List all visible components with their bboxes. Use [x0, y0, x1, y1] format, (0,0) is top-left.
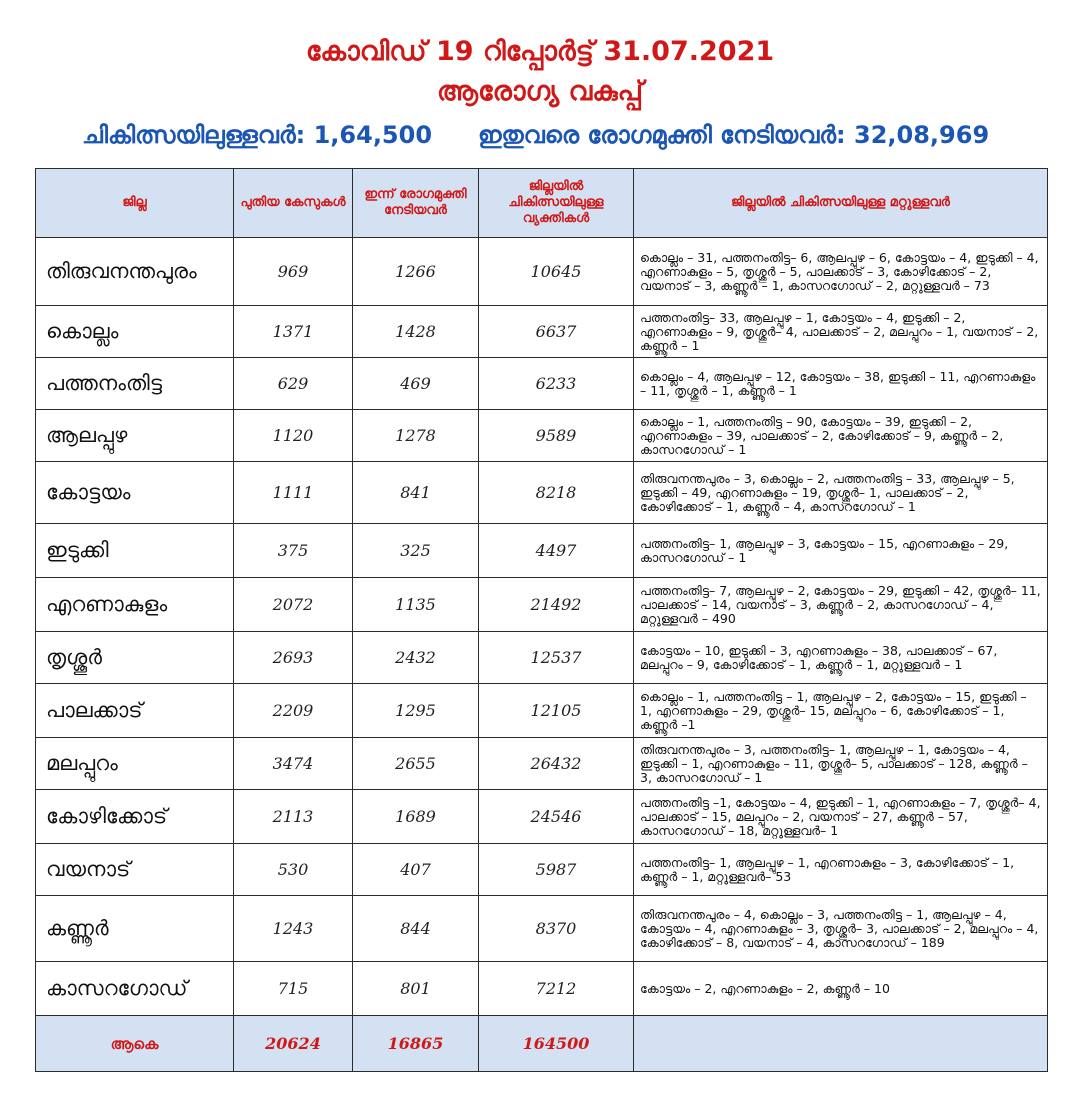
- others-cell: പത്തനംതിട്ട –1, കോട്ടയം – 4, ഇടുക്കി – 1, എറണാകുളം – 7, തൃശ്ശൂർ– 4, പാലക്കാട് – 15, മലപ്പുറം – 2, വയനാട് – 27, കണ്ണൂർ – 57, കാസറഗോഡ് – 18, മറ്റുള്ളവർ– 1: [634, 790, 1048, 844]
- total-row: [36, 1016, 1048, 1072]
- under-treatment-cell: 4497: [479, 524, 634, 578]
- new-cases-cell: 1371: [234, 306, 353, 358]
- new-cases-cell: 1111: [234, 462, 353, 524]
- header-under-treatment: ജില്ലയിൽ ചികിത്സയിലുള്ള വ്യക്തികൾ: [479, 169, 634, 238]
- header-recovered-today: ഇന്ന് രോഗമുക്തി നേടിയവർ: [353, 169, 479, 238]
- table-row: [36, 684, 1048, 738]
- total-under-treatment: 164500: [479, 1016, 634, 1072]
- recovered-cell: 1428: [353, 306, 479, 358]
- others-cell: പത്തനംതിട്ട– 7, ആലപ്പുഴ – 2, കോട്ടയം – 29, ഇടുക്കി – 42, തൃശ്ശൂർ– 11, പാലക്കാട് – 14, വയനാട് – 3, കണ്ണൂർ – 2, കാസറഗോഡ് – 4, മറ്റുള്ളവർ – 490: [634, 578, 1048, 632]
- recovered-cell: 1135: [353, 578, 479, 632]
- new-cases-cell: 2113: [234, 790, 353, 844]
- table-row: [36, 238, 1048, 306]
- district-cell: എറണാകുളം: [36, 578, 234, 632]
- new-cases-cell: 530: [234, 844, 353, 896]
- table-row: [36, 524, 1048, 578]
- district-cell: പാലക്കാട്: [36, 684, 234, 738]
- table-row: [36, 738, 1048, 790]
- district-cell: ഇടുക്കി: [36, 524, 234, 578]
- district-cell: ആലപ്പുഴ: [36, 410, 234, 462]
- others-cell: കോട്ടയം – 10, ഇടുക്കി – 3, എറണാകുളം – 38, പാലക്കാട് – 67, മലപ്പുറം – 9, കോഴിക്കോട് – 1, കണ്ണൂർ – 1, മറ്റുള്ളവർ – 1: [634, 632, 1048, 684]
- district-report-table: [35, 168, 1048, 1072]
- others-cell: കൊല്ലം – 1, പത്തനംതിട്ട – 1, ആലപ്പുഴ – 2, കോട്ടയം – 15, ഇടുക്കി – 1, എറണാകുളം – 29, തൃശ്ശൂർ– 15, മലപ്പുറം – 6, കോഴിക്കോട് – 1, കണ്ണൂർ –1: [634, 684, 1048, 738]
- new-cases-cell: 2209: [234, 684, 353, 738]
- under-treatment-cell: 12537: [479, 632, 634, 684]
- under-treatment-cell: 12105: [479, 684, 634, 738]
- new-cases-cell: 2072: [234, 578, 353, 632]
- table-row: [36, 578, 1048, 632]
- under-treatment-summary: ചികിത്സയിലുള്ളവർ: 1,64,500: [82, 121, 433, 149]
- under-treatment-cell: 6637: [479, 306, 634, 358]
- recovered-cell: 1278: [353, 410, 479, 462]
- under-treatment-cell: 24546: [479, 790, 634, 844]
- total-recovered: 16865: [353, 1016, 479, 1072]
- others-cell: പത്തനംതിട്ട– 1, ആലപ്പുഴ – 1, എറണാകുളം – 3, കോഴിക്കോട് – 1, കണ്ണൂർ – 1, മറ്റുള്ളവർ– 53: [634, 844, 1048, 896]
- new-cases-cell: 629: [234, 358, 353, 410]
- under-treatment-cell: 10645: [479, 238, 634, 306]
- others-cell: കോട്ടയം – 2, എറണാകുളം – 2, കണ്ണൂർ – 10: [634, 962, 1048, 1016]
- others-cell: കൊല്ലം – 31, പത്തനംതിട്ട– 6, ആലപ്പുഴ – 6, കോട്ടയം – 4, ഇടുക്കി – 4, എറണാകുളം – 5, തൃശ്ശൂർ – 5, പാലക്കാട് – 3, കോഴിക്കോട് – 2, വയനാട് – 3, കണ്ണൂർ – 1, കാസറഗോഡ് – 2, മറ്റുള്ളവർ – 73: [634, 238, 1048, 306]
- header-new-cases: പുതിയ കേസുകൾ: [234, 169, 353, 238]
- recovered-cell: 407: [353, 844, 479, 896]
- recovered-cell: 2432: [353, 632, 479, 684]
- total-others-empty: [634, 1016, 1048, 1072]
- others-cell: പത്തനംതിട്ട– 1, ആലപ്പുഴ – 3, കോട്ടയം – 15, എറണാകുളം – 29, കാസറഗോഡ് – 1: [634, 524, 1048, 578]
- district-cell: കോട്ടയം: [36, 462, 234, 524]
- table-row: [36, 844, 1048, 896]
- new-cases-cell: 2693: [234, 632, 353, 684]
- others-cell: തിരുവനന്തപുരം – 4, കൊല്ലം – 3, പത്തനംതിട്ട – 1, ആലപ്പുഴ – 4, കോട്ടയം – 4, എറണാകുളം – 3, തൃശ്ശൂർ– 3, പാലക്കാട് – 2, മലപ്പുറം – 4, കോഴിക്കോട് – 8, വയനാട് – 4, കാസറഗോഡ് – 189: [634, 896, 1048, 962]
- table-row: [36, 632, 1048, 684]
- district-cell: കണ്ണൂർ: [36, 896, 234, 962]
- recovered-cell: 844: [353, 896, 479, 962]
- new-cases-cell: 715: [234, 962, 353, 1016]
- table-row: [36, 410, 1048, 462]
- district-cell: കൊല്ലം: [36, 306, 234, 358]
- recovered-total-summary: ഇതുവരെ രോഗമുക്തി നേടിയവർ: 32,08,969: [478, 121, 990, 149]
- department-name: ആരോഗ്യ വകുപ്പ്: [436, 76, 644, 107]
- others-cell: കൊല്ലം – 4, ആലപ്പുഴ – 12, കോട്ടയം – 38, ഇടുക്കി – 11, എറണാകുളം – 11, തൃശ്ശൂർ – 1, കണ്ണൂർ – 1: [634, 358, 1048, 410]
- others-cell: തിരുവനന്തപുരം – 3, പത്തനംതിട്ട– 1, ആലപ്പുഴ – 1, കോട്ടയം – 4, ഇടുക്കി – 1, എറണാകുളം – 11, തൃശ്ശൂർ– 5, പാലക്കാട് – 128, കണ്ണൂർ – 3, കാസറഗോഡ് – 1: [634, 738, 1048, 790]
- district-cell: മലപ്പുറം: [36, 738, 234, 790]
- others-cell: തിരുവനന്തപുരം – 3, കൊല്ലം – 2, പത്തനംതിട്ട – 33, ആലപ്പുഴ – 5, ഇടുക്കി – 49, എറണാകുളം – 19, തൃശ്ശൂർ– 1, പാലക്കാട് – 2, കോഴിക്കോട് – 1, കണ്ണൂർ – 4, കാസറഗോഡ് – 1: [634, 462, 1048, 524]
- district-cell: കോഴിക്കോട്: [36, 790, 234, 844]
- recovered-cell: 1689: [353, 790, 479, 844]
- table-header-row: [36, 169, 1048, 238]
- new-cases-cell: 1120: [234, 410, 353, 462]
- under-treatment-cell: 9589: [479, 410, 634, 462]
- recovered-cell: 801: [353, 962, 479, 1016]
- recovered-cell: 469: [353, 358, 479, 410]
- table-row: [36, 306, 1048, 358]
- recovered-cell: 325: [353, 524, 479, 578]
- under-treatment-cell: 5987: [479, 844, 634, 896]
- recovered-cell: 1266: [353, 238, 479, 306]
- under-treatment-cell: 21492: [479, 578, 634, 632]
- under-treatment-cell: 8218: [479, 462, 634, 524]
- district-cell: തൃശ്ശൂർ: [36, 632, 234, 684]
- under-treatment-cell: 8370: [479, 896, 634, 962]
- under-treatment-cell: 26432: [479, 738, 634, 790]
- table-body: [36, 238, 1048, 1016]
- recovered-cell: 2655: [353, 738, 479, 790]
- header-others: ജില്ലയിൽ ചികിത്സയിലുള്ള മറ്റുള്ളവർ: [634, 169, 1048, 238]
- total-new-cases: 20624: [234, 1016, 353, 1072]
- table-row: [36, 462, 1048, 524]
- district-cell: വയനാട്: [36, 844, 234, 896]
- district-cell: പത്തനംതിട്ട: [36, 358, 234, 410]
- recovered-cell: 1295: [353, 684, 479, 738]
- table-row: [36, 790, 1048, 844]
- others-cell: കൊല്ലം – 1, പത്തനംതിട്ട – 90, കോട്ടയം – 39, ഇടുക്കി – 2, എറണാകുളം – 39, പാലക്കാട് – 2, കോഴിക്കോട് – 9, കണ്ണൂർ – 2, കാസറഗോഡ് – 1: [634, 410, 1048, 462]
- district-cell: തിരുവനന്തപുരം: [36, 238, 234, 306]
- new-cases-cell: 3474: [234, 738, 353, 790]
- others-cell: പത്തനംതിട്ട– 33, ആലപ്പുഴ – 1, കോട്ടയം – 4, ഇടുക്കി – 2, എറണാകുളം – 9, തൃശ്ശൂർ– 4, പാലക്കാട് – 2, മലപ്പുറം – 1, വയനാട് – 2, കണ്ണൂർ – 1: [634, 306, 1048, 358]
- district-cell: കാസറഗോഡ്: [36, 962, 234, 1016]
- table-row: [36, 962, 1048, 1016]
- header-district: ജില്ല: [36, 169, 234, 238]
- table-row: [36, 896, 1048, 962]
- new-cases-cell: 969: [234, 238, 353, 306]
- total-label: ആകെ: [36, 1016, 234, 1072]
- table-row: [36, 358, 1048, 410]
- new-cases-cell: 375: [234, 524, 353, 578]
- recovered-cell: 841: [353, 462, 479, 524]
- new-cases-cell: 1243: [234, 896, 353, 962]
- report-title: കോവിഡ് 19 റിപ്പോർട്ട് 31.07.2021: [305, 36, 775, 67]
- under-treatment-cell: 6233: [479, 358, 634, 410]
- under-treatment-cell: 7212: [479, 962, 634, 1016]
